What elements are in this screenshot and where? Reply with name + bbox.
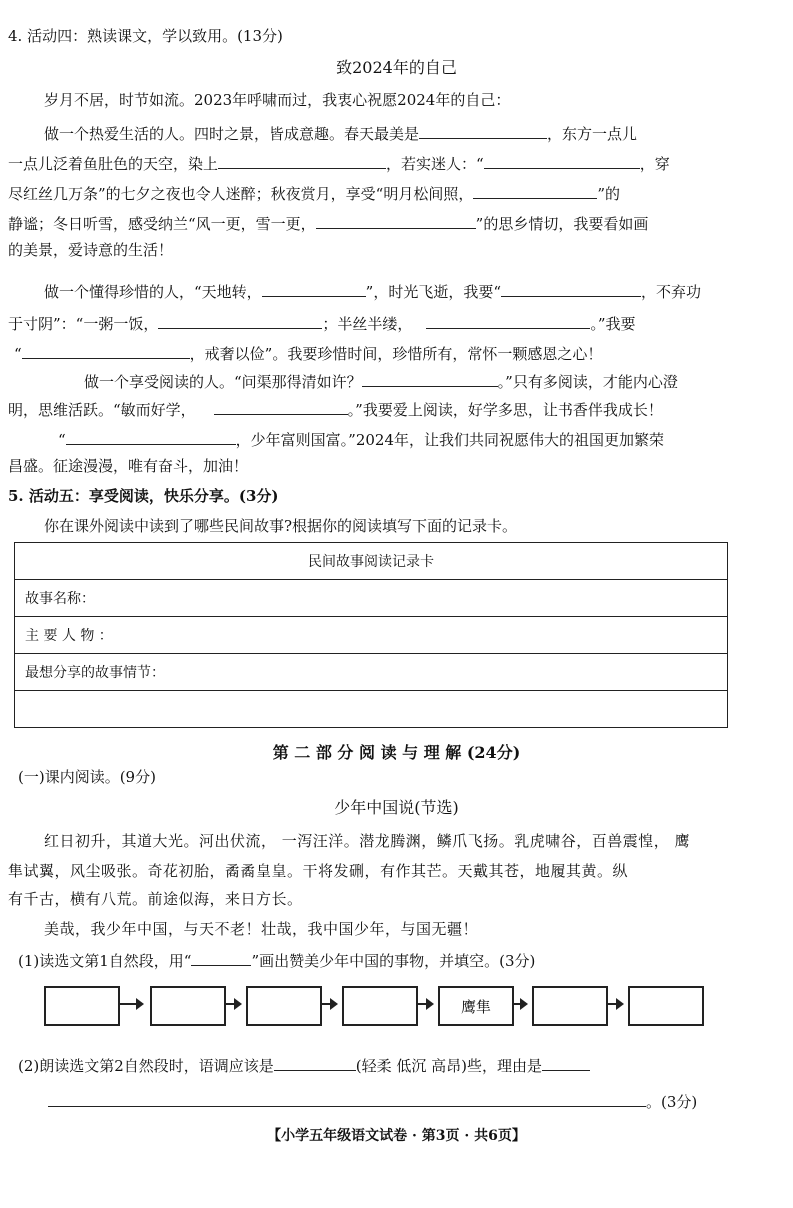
q5-prompt: 你在课外阅读中读到了哪些民间故事?根据你的阅读填写下面的记录卡。 bbox=[44, 517, 518, 535]
p3-line1: 做一个享受阅读的人。“问渠那得清如许？ 。”只有多阅读，才能内心澄 bbox=[84, 370, 678, 392]
letter-intro: 岁月不居，时节如流。2023年呼啸而过，我衷心祝愿2024年的自己： bbox=[44, 91, 511, 109]
q4-heading: 4. 活动四：熟读课文，学以致用。(13分) bbox=[8, 27, 283, 45]
passage-line1: 红日初升，其道大光。河出伏流， 一泻汪洋。潜龙腾渊，鳞爪飞扬。乳虎啸谷，百兽震惶， 鹰 bbox=[44, 832, 691, 850]
p1-line1: 做一个热爱生活的人。四时之景，皆成意趣。春天最美是 ，东方一点儿 bbox=[44, 122, 637, 144]
arrow-right-icon bbox=[226, 1003, 240, 1005]
p1-line4: 静谧；冬日听雪，感受纳兰“风一更，雪一更， ”的思乡情切，我要看如画 bbox=[8, 212, 648, 234]
flow-box[interactable] bbox=[628, 986, 704, 1026]
answer-blank[interactable] bbox=[158, 312, 322, 329]
flow-box[interactable] bbox=[150, 986, 226, 1026]
letter-title: 致2024年的自己 bbox=[336, 58, 457, 77]
passage-title: 少年中国说(节选) bbox=[334, 798, 459, 817]
passage-line3: 有千古，横有八荒。前途似海，来日方长。 bbox=[8, 890, 303, 908]
answer-blank[interactable] bbox=[362, 370, 498, 387]
page-footer: 【小学五年级语文试卷 · 第3页 · 共6页】 bbox=[267, 1128, 526, 1144]
answer-blank[interactable] bbox=[316, 212, 476, 229]
q2-reason-line: 。(3分) bbox=[48, 1090, 697, 1112]
flow-box-eagle: 鹰隼 bbox=[438, 986, 514, 1026]
answer-blank[interactable] bbox=[542, 1054, 590, 1071]
passage-line2: 隼试翼，风尘吸张。奇花初胎，矞矞皇皇。干将发硎，有作其芒。天戴其苍，地履其黄。纵 bbox=[8, 862, 629, 880]
passage-line4: 美哉，我少年中国，与天不老！壮哉，我中国少年，与国无疆！ bbox=[44, 920, 479, 938]
p4-line2: 昌盛。征途漫漫，唯有奋斗，加油！ bbox=[8, 457, 249, 475]
flow-box[interactable] bbox=[342, 986, 418, 1026]
answer-blank[interactable] bbox=[66, 428, 236, 445]
arrow-right-icon bbox=[120, 1003, 142, 1005]
q2-prompt: (2)朗读选文第2自然段时，语调应该是 (轻柔 低沉 高昂)些，理由是 bbox=[18, 1054, 590, 1076]
arrow-right-icon bbox=[514, 1003, 526, 1005]
part2-heading: 第 二 部 分 阅 读 与 理 解 (24分) bbox=[272, 743, 521, 762]
part2-sub: (一)课内阅读。(9分) bbox=[18, 768, 156, 786]
answer-blank[interactable] bbox=[262, 280, 366, 297]
answer-blank[interactable] bbox=[419, 122, 547, 139]
p2-line3: “ ，戒奢以俭”。我要珍惜时间，珍惜所有，常怀一颗感恩之心！ bbox=[14, 342, 602, 364]
answer-blank[interactable] bbox=[48, 1090, 646, 1107]
flow-box[interactable] bbox=[532, 986, 608, 1026]
p1-line3: 尽红丝几万条”的七夕之夜也令人迷醉；秋夜赏月，享受“明月松间照， ”的 bbox=[8, 182, 620, 204]
arrow-right-icon bbox=[418, 1003, 432, 1005]
answer-blank[interactable] bbox=[473, 182, 597, 199]
p2-line1: 做一个懂得珍惜的人，“天地转， ”，时光飞逝，我要“ ，不弃功 bbox=[44, 280, 701, 302]
q5-heading: 5. 活动五：享受阅读，快乐分享。(3分) bbox=[8, 487, 279, 505]
p1-line2: 一点儿泛着鱼肚色的天空，染上 ，若实迷人：“ ，穿 bbox=[8, 152, 670, 174]
flow-box[interactable] bbox=[44, 986, 120, 1026]
p3-line2: 明，思维活跃。“敏而好学， 。”我要爱上阅读，好学多思，让书香伴我成长！ bbox=[8, 398, 663, 420]
flow-box[interactable] bbox=[246, 986, 322, 1026]
answer-blank[interactable] bbox=[218, 152, 386, 169]
card-row-story-name[interactable]: 故事名称： bbox=[15, 580, 727, 617]
card-row-plot[interactable]: 最想分享的故事情节： bbox=[15, 654, 727, 691]
arrow-right-icon bbox=[322, 1003, 336, 1005]
record-card bbox=[14, 542, 728, 728]
card-title: 民间故事阅读记录卡 bbox=[15, 543, 727, 580]
underline-sample bbox=[191, 949, 251, 966]
p2-line2: 于寸阴”：“一粥一饭， ；半丝半缕， 。”我要 bbox=[8, 312, 636, 334]
answer-blank[interactable] bbox=[484, 152, 640, 169]
p4-line1: “ ，少年富则国富。”2024年，让我们共同祝愿伟大的祖国更加繁荣 bbox=[58, 428, 664, 450]
card-row-characters[interactable]: 主 要 人 物 ： bbox=[15, 617, 727, 654]
arrow-right-icon bbox=[608, 1003, 622, 1005]
card-row-blank[interactable] bbox=[15, 691, 727, 727]
answer-blank[interactable] bbox=[22, 342, 190, 359]
q1-prompt: (1)读选文第1自然段，用“ ”画出赞美少年中国的事物，并填空。(3分) bbox=[18, 949, 535, 971]
answer-blank[interactable] bbox=[214, 398, 348, 415]
p1-line5: 的美景，爱诗意的生活！ bbox=[8, 241, 174, 259]
answer-blank[interactable] bbox=[426, 312, 590, 329]
answer-blank[interactable] bbox=[501, 280, 641, 297]
answer-blank[interactable] bbox=[274, 1054, 356, 1071]
